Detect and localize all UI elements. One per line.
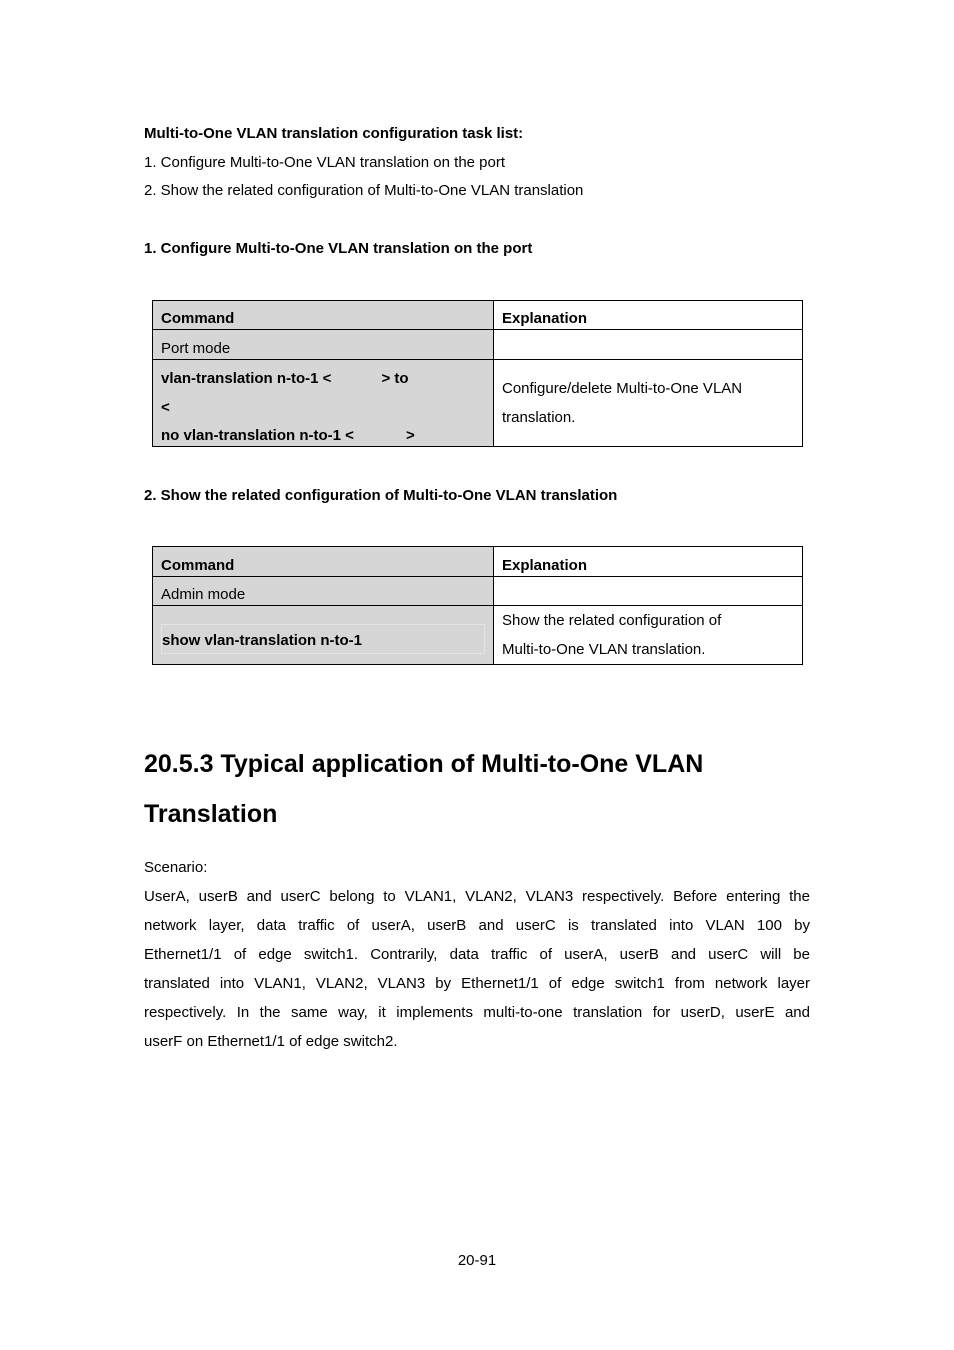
section2-heading: 2. Show the related configuration of Multi-to-One VLAN translation	[144, 487, 618, 504]
mode-row	[153, 330, 803, 360]
paragraph-line: Ethernet1/1 of edge switch1. Contrarily, data traffic of userA, userB and userC will be	[144, 946, 810, 963]
paragraph-line: translated into VLAN1, VLAN2, VLAN3 by Ethernet1/1 of edge switch1 from network layer	[144, 975, 810, 992]
mode-cell: Admin mode	[153, 577, 494, 606]
page-number: 20-91	[457, 1252, 497, 1269]
command-text: show vlan-translation n-to-1	[161, 624, 485, 654]
paragraph-line: userF on Ethernet1/1 of edge switch2.	[144, 1033, 398, 1050]
command-line-3: no vlan-translation n-to-1 <	[161, 427, 354, 444]
mode-empty-cell	[494, 330, 803, 360]
scenario-paragraph	[144, 882, 810, 1056]
explanation-line-1: Show the related configuration of	[502, 612, 722, 629]
paragraph-line: respectively. In the same way, it implements multi-to-one translation for userD, userE and	[144, 1004, 810, 1021]
command-line-3-end: >	[405, 427, 415, 444]
explanation-line-2: translation.	[502, 409, 576, 426]
command-cell	[153, 606, 494, 665]
paragraph-line: UserA, userB and userC belong to VLAN1, VLAN2, VLAN3 respectively. Before entering the	[144, 888, 810, 905]
admin-mode-command-table	[152, 546, 803, 665]
mode-empty-cell	[494, 577, 803, 606]
mode-cell: Port mode	[153, 330, 494, 360]
task-list-item-2: 2. Show the related configuration of Multi-to-One VLAN translation	[144, 182, 584, 199]
table-row	[153, 360, 803, 447]
table-header-row	[153, 547, 803, 577]
column-header-explanation: Explanation	[494, 547, 803, 577]
scenario-label: Scenario:	[144, 859, 208, 876]
task-list-item-1: 1. Configure Multi-to-One VLAN translation on the port	[144, 154, 506, 171]
subsection-title-line-2: Translation	[144, 800, 278, 828]
column-header-command: Command	[153, 301, 494, 330]
subsection-title-line-1: 20.5.3 Typical application of Multi-to-One VLAN	[144, 750, 704, 778]
explanation-cell	[494, 360, 803, 447]
table-row	[153, 606, 803, 665]
explanation-line-1: Configure/delete Multi-to-One VLAN	[502, 380, 743, 397]
paragraph-line: network layer, data traffic of userA, userB and userC is translated into VLAN 100 by	[144, 917, 810, 934]
column-header-command: Command	[153, 547, 494, 577]
command-line-2: <	[161, 399, 170, 416]
task-list-heading: Multi-to-One VLAN translation configuration task list:	[144, 125, 524, 142]
command-cell	[153, 360, 494, 447]
mode-row	[153, 577, 803, 606]
port-mode-command-table	[152, 300, 803, 447]
table-header-row	[153, 301, 803, 330]
command-line-1-to: > to	[381, 370, 409, 387]
section1-heading: 1. Configure Multi-to-One VLAN translation on the port	[144, 240, 533, 257]
column-header-explanation: Explanation	[494, 301, 803, 330]
explanation-line-2: Multi-to-One VLAN translation.	[502, 641, 706, 658]
explanation-cell	[494, 606, 803, 665]
command-line-1: vlan-translation n-to-1 <	[161, 370, 332, 387]
